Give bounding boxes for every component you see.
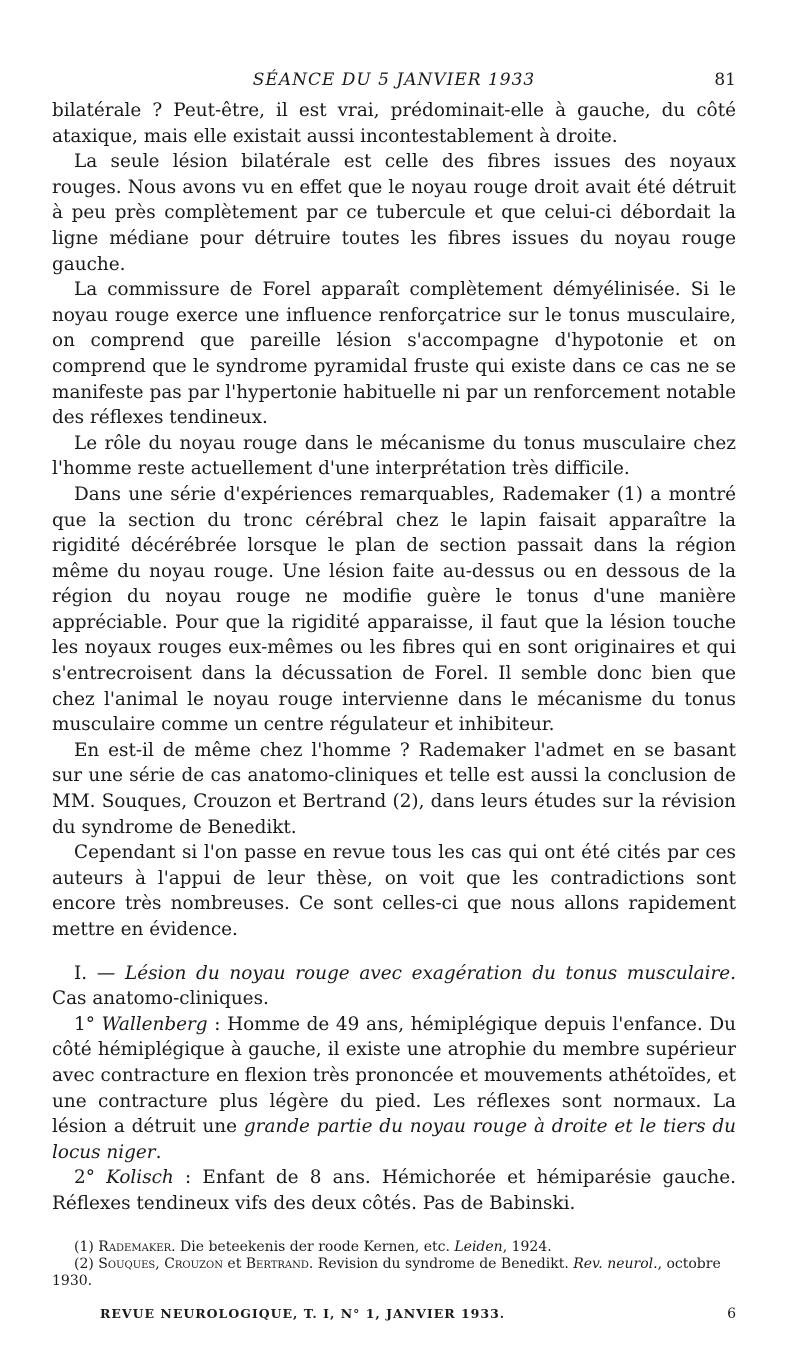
article-body [52,98,736,1217]
case-1-italic: grande partie du noyau rouge à droite et le tiers du locus niger [52,1116,736,1163]
footnote-2-author-c: Bertrand [245,1255,309,1272]
signature-mark: 6 [727,1305,736,1322]
footnote-1 [52,1239,736,1256]
footnote-2-sep-2: et [222,1255,246,1272]
footnote-1-text-b: , 1924. [502,1238,552,1255]
section-heading [52,961,736,1012]
paragraph-6: En est-il de même chez l'homme ? Rademaker l'admet en se basant sur une série de cas anatomo-cliniques et telle est aussi la conclusion de MM. Souques, Crouzon et Bertrand (2), dans leurs études sur la révision du syndrome de Benedikt. [52,739,736,838]
section-title: Lésion du noyau rouge avec exagération du tonus musculaire. [124,962,736,984]
case-2 [52,1165,736,1216]
case-1-author: Wallenberg [101,1013,208,1035]
page [52,68,736,1326]
footnote-2-author-b: Crouzon [164,1255,223,1272]
case-1 [52,1012,736,1166]
case-2-author: Kolisch [106,1167,174,1189]
footnotes [52,1239,736,1290]
section-number: I. — [74,962,125,984]
case-1-text-b: . [155,1141,162,1163]
footnote-1-text-a: . Die beteekenis der roode Kernen, etc. [171,1238,455,1255]
page-header [52,68,736,98]
footnote-2-author-a: Souques [98,1255,156,1272]
paragraph-7: Cependant si l'on passe en revue tous les cas qui ont été cités par ces auteurs à l'appui de leur thèse, on voit que les contradictions sont encore très nombreuses. Ce sont celles-ci que nous allons rapidement mettre en évidence. [52,842,736,940]
footnote-2-journal: Rev. neurol. [573,1255,658,1272]
case-1-number: 1° [74,1013,102,1035]
paragraph-4: Le rôle du noyau rouge dans le mécanisme du tonus musculaire chez l'homme reste actuellement d'une interprétation très difficile. [52,432,736,480]
footnote-1-place: Leiden [454,1238,503,1255]
footnote-2-text-a: . Revision du syndrome de Benedikt. [308,1255,574,1272]
footnote-2-text-b: , octobre 1930. [52,1255,721,1289]
paragraph-3: La commissure de Forel apparaît complètement démyélinisée. Si le noyau rouge exerce une influence renforçatrice sur le tonus musculaire, on comprend que pareille lésion s'accompagne d'hypotonie et on comprend que le syndrome pyramidal fruste qui existe dans ce cas ne se manifeste pas par l'hypertonie habituelle ni par un renforcement notable des réflexes tendineux. [52,279,736,429]
footnote-2-sep-1: , [155,1255,165,1272]
footnote-2 [52,1256,736,1290]
journal-line: REVUE NEUROLOGIQUE, T. I, N° 1, JANVIER 1933. [100,1305,506,1321]
footnote-1-marker: (1) [74,1238,99,1255]
paragraph-5: Dans une série d'expériences remarquables, Rademaker (1) a montré que la section du tronc cérébral chez le lapin faisait apparaître la rigidité décérébrée lorsque le plan de section passait dans la région même du noyau rouge. Une lésion faite au-dessus ou en dessous de la région du noyau rouge ne modifie guère le tonus d'une manière appréciable. Pour que la rigidité apparaisse, il faut que la lésion touche les noyaux rouges eux-mêmes ou les fibres qui en sont originaires et qui s'entrecroisent dans la décussation de Forel. Il semble donc bien que chez l'animal le noyau rouge intervienne dans le mécanisme du tonus musculaire comme un centre régulateur et inhibiteur. [52,483,736,736]
section-rest: Cas anatomo-cliniques. [52,988,269,1010]
case-2-text: : Enfant de 8 ans. Hémichorée et hémiparésie gauche. Réflexes tendineux vifs des deux côtés. Pas de Babinski. [52,1167,736,1214]
footnote-2-marker: (2) [74,1255,99,1272]
footnote-1-author: Rademaker [98,1238,172,1255]
case-1-text-a: : Homme de 49 ans, hémiplégique depuis l'enfance. Du côté hémiplégique à gauche, il existe une atrophie du membre supérieur avec contracture en flexion très prononcée et mouvements athétoïdes, et une contracture plus légère du pied. Les réflexes sont normaux. La lésion a détruit une [52,1013,736,1138]
paragraph-1: bilatérale ? Peut-être, il est vrai, prédominait-elle à gauche, du côté ataxique, mais elle existait aussi incontestablement à droite. [52,100,736,147]
paragraph-2: La seule lésion bilatérale est celle des fibres issues des noyaux rouges. Nous avons vu en effet que le noyau rouge droit avait été détruit à peu près complètement par ce tubercule et que celui-ci débordait la ligne médiane pour détruire toutes les fibres issues du noyau rouge gauche. [52,151,736,275]
page-footer [52,1306,736,1326]
case-2-number: 2° [74,1167,107,1189]
running-title: SÉANCE DU 5 JANVIER 1933 [252,70,536,90]
page-number: 81 [714,70,736,90]
